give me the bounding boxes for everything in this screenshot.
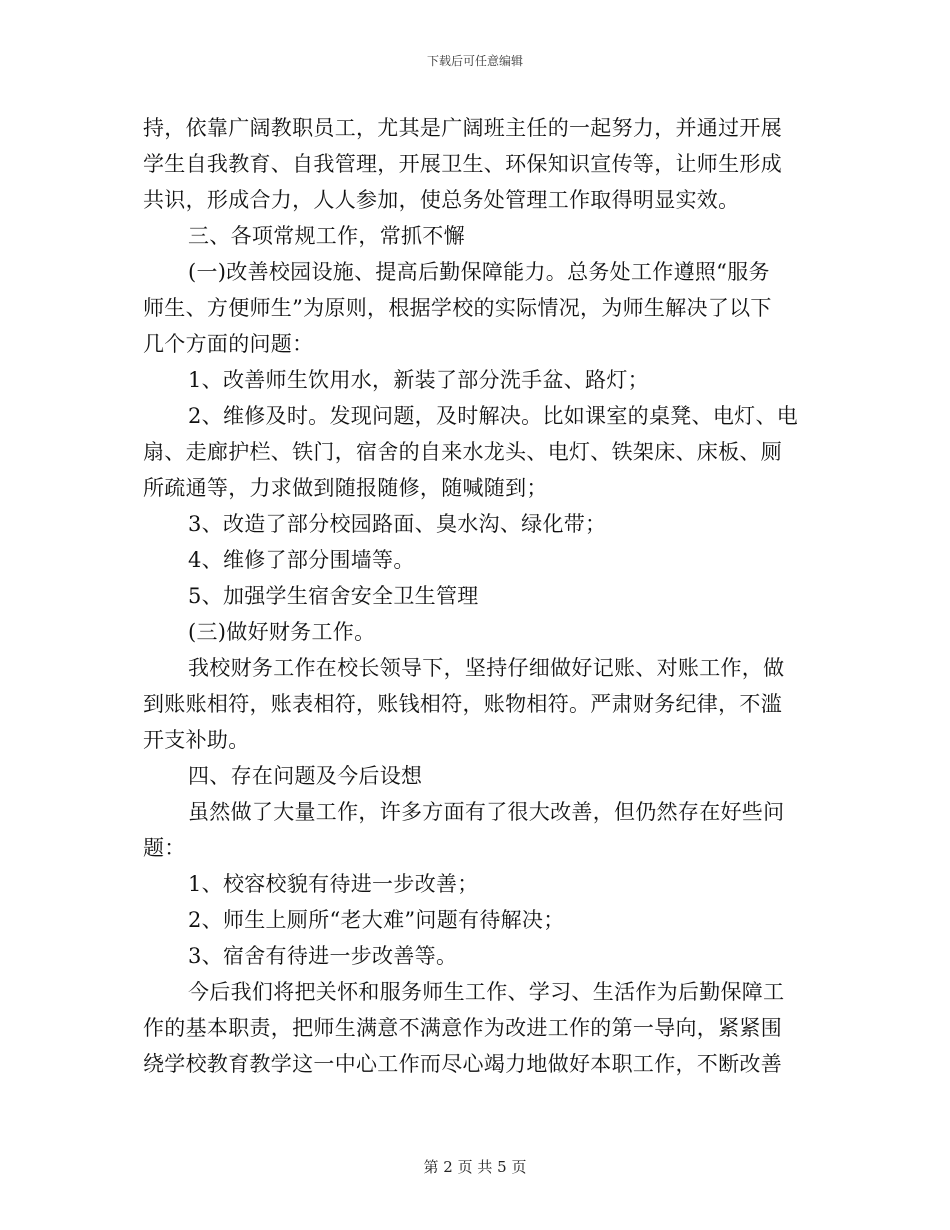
text-line: 1、改善师生饮用水，新装了部分洗手盆、路灯； <box>188 368 649 392</box>
text-line: 4、维修了部分围墙等。 <box>188 548 415 572</box>
text-line: 所疏通等，力求做到随报随修，随喊随到； <box>143 476 548 500</box>
text-line: 虽然做了大量工作，许多方面有了很大改善，但仍然存在好些问 <box>188 800 785 824</box>
text-line: 3、改造了部分校园路面、臭水沟、绿化带； <box>188 512 607 536</box>
text-line: (三)做好财务工作。 <box>188 620 376 644</box>
text-line: (一)改善校园设施、提高后勤保障能力。总务处工作遵照“服务 <box>188 260 770 284</box>
text-line: 师生、方便师生”为原则，根据学校的实际情况，为师生解决了以下 <box>143 296 772 320</box>
text-line: 我校财务工作在校长领导下，坚持仔细做好记账、对账工作，做 <box>188 656 785 680</box>
text-line: 共识，形成合力，人人参加，使总务处管理工作取得明显实效。 <box>143 188 740 212</box>
text-line: 作的基本职责，把师生满意不满意作为改进工作的第一导向，紧紧围 <box>143 1016 782 1040</box>
text-line: 2、维修及时。发现问题，及时解决。比如课室的桌凳、电灯、电 <box>188 404 799 428</box>
page-number: 第 2 页 共 5 页 <box>423 1158 527 1176</box>
text-line: 持，依靠广阔教职员工，尤其是广阔班主任的一起努力，并通过开展 <box>143 116 782 140</box>
text-line: 三、各项常规工作，常抓不懈 <box>188 224 465 248</box>
text-line: 开支补助。 <box>143 728 250 752</box>
text-line: 扇、走廊护栏、铁门，宿舍的自来水龙头、电灯、铁架床、床板、厕 <box>143 440 782 464</box>
text-line: 3、宿舍有待进一步改善等。 <box>188 944 458 968</box>
text-line: 到账账相符，账表相符，账钱相符，账物相符。严肃财务纪律，不滥 <box>143 692 782 716</box>
header-note: 下载后可任意编辑 <box>426 54 523 68</box>
text-line: 今后我们将把关怀和服务师生工作、学习、生活作为后勤保障工 <box>188 980 785 1004</box>
text-line: 2、师生上厕所“老大难”问题有待解决； <box>188 908 565 932</box>
text-line: 5、加强学生宿舍安全卫生管理 <box>188 584 479 608</box>
document-body <box>143 110 815 1082</box>
text-line: 1、校容校貌有待进一步改善； <box>188 872 479 896</box>
text-line: 四、存在问题及今后设想 <box>188 764 423 788</box>
text-line: 题： <box>143 836 186 860</box>
text-line: 绕学校教育教学这一中心工作而尽心竭力地做好本职工作，不断改善 <box>143 1052 782 1076</box>
text-line: 几个方面的问题： <box>143 332 314 356</box>
text-line: 学生自我教育、自我管理，开展卫生、环保知识宣传等，让师生形成 <box>143 152 782 176</box>
